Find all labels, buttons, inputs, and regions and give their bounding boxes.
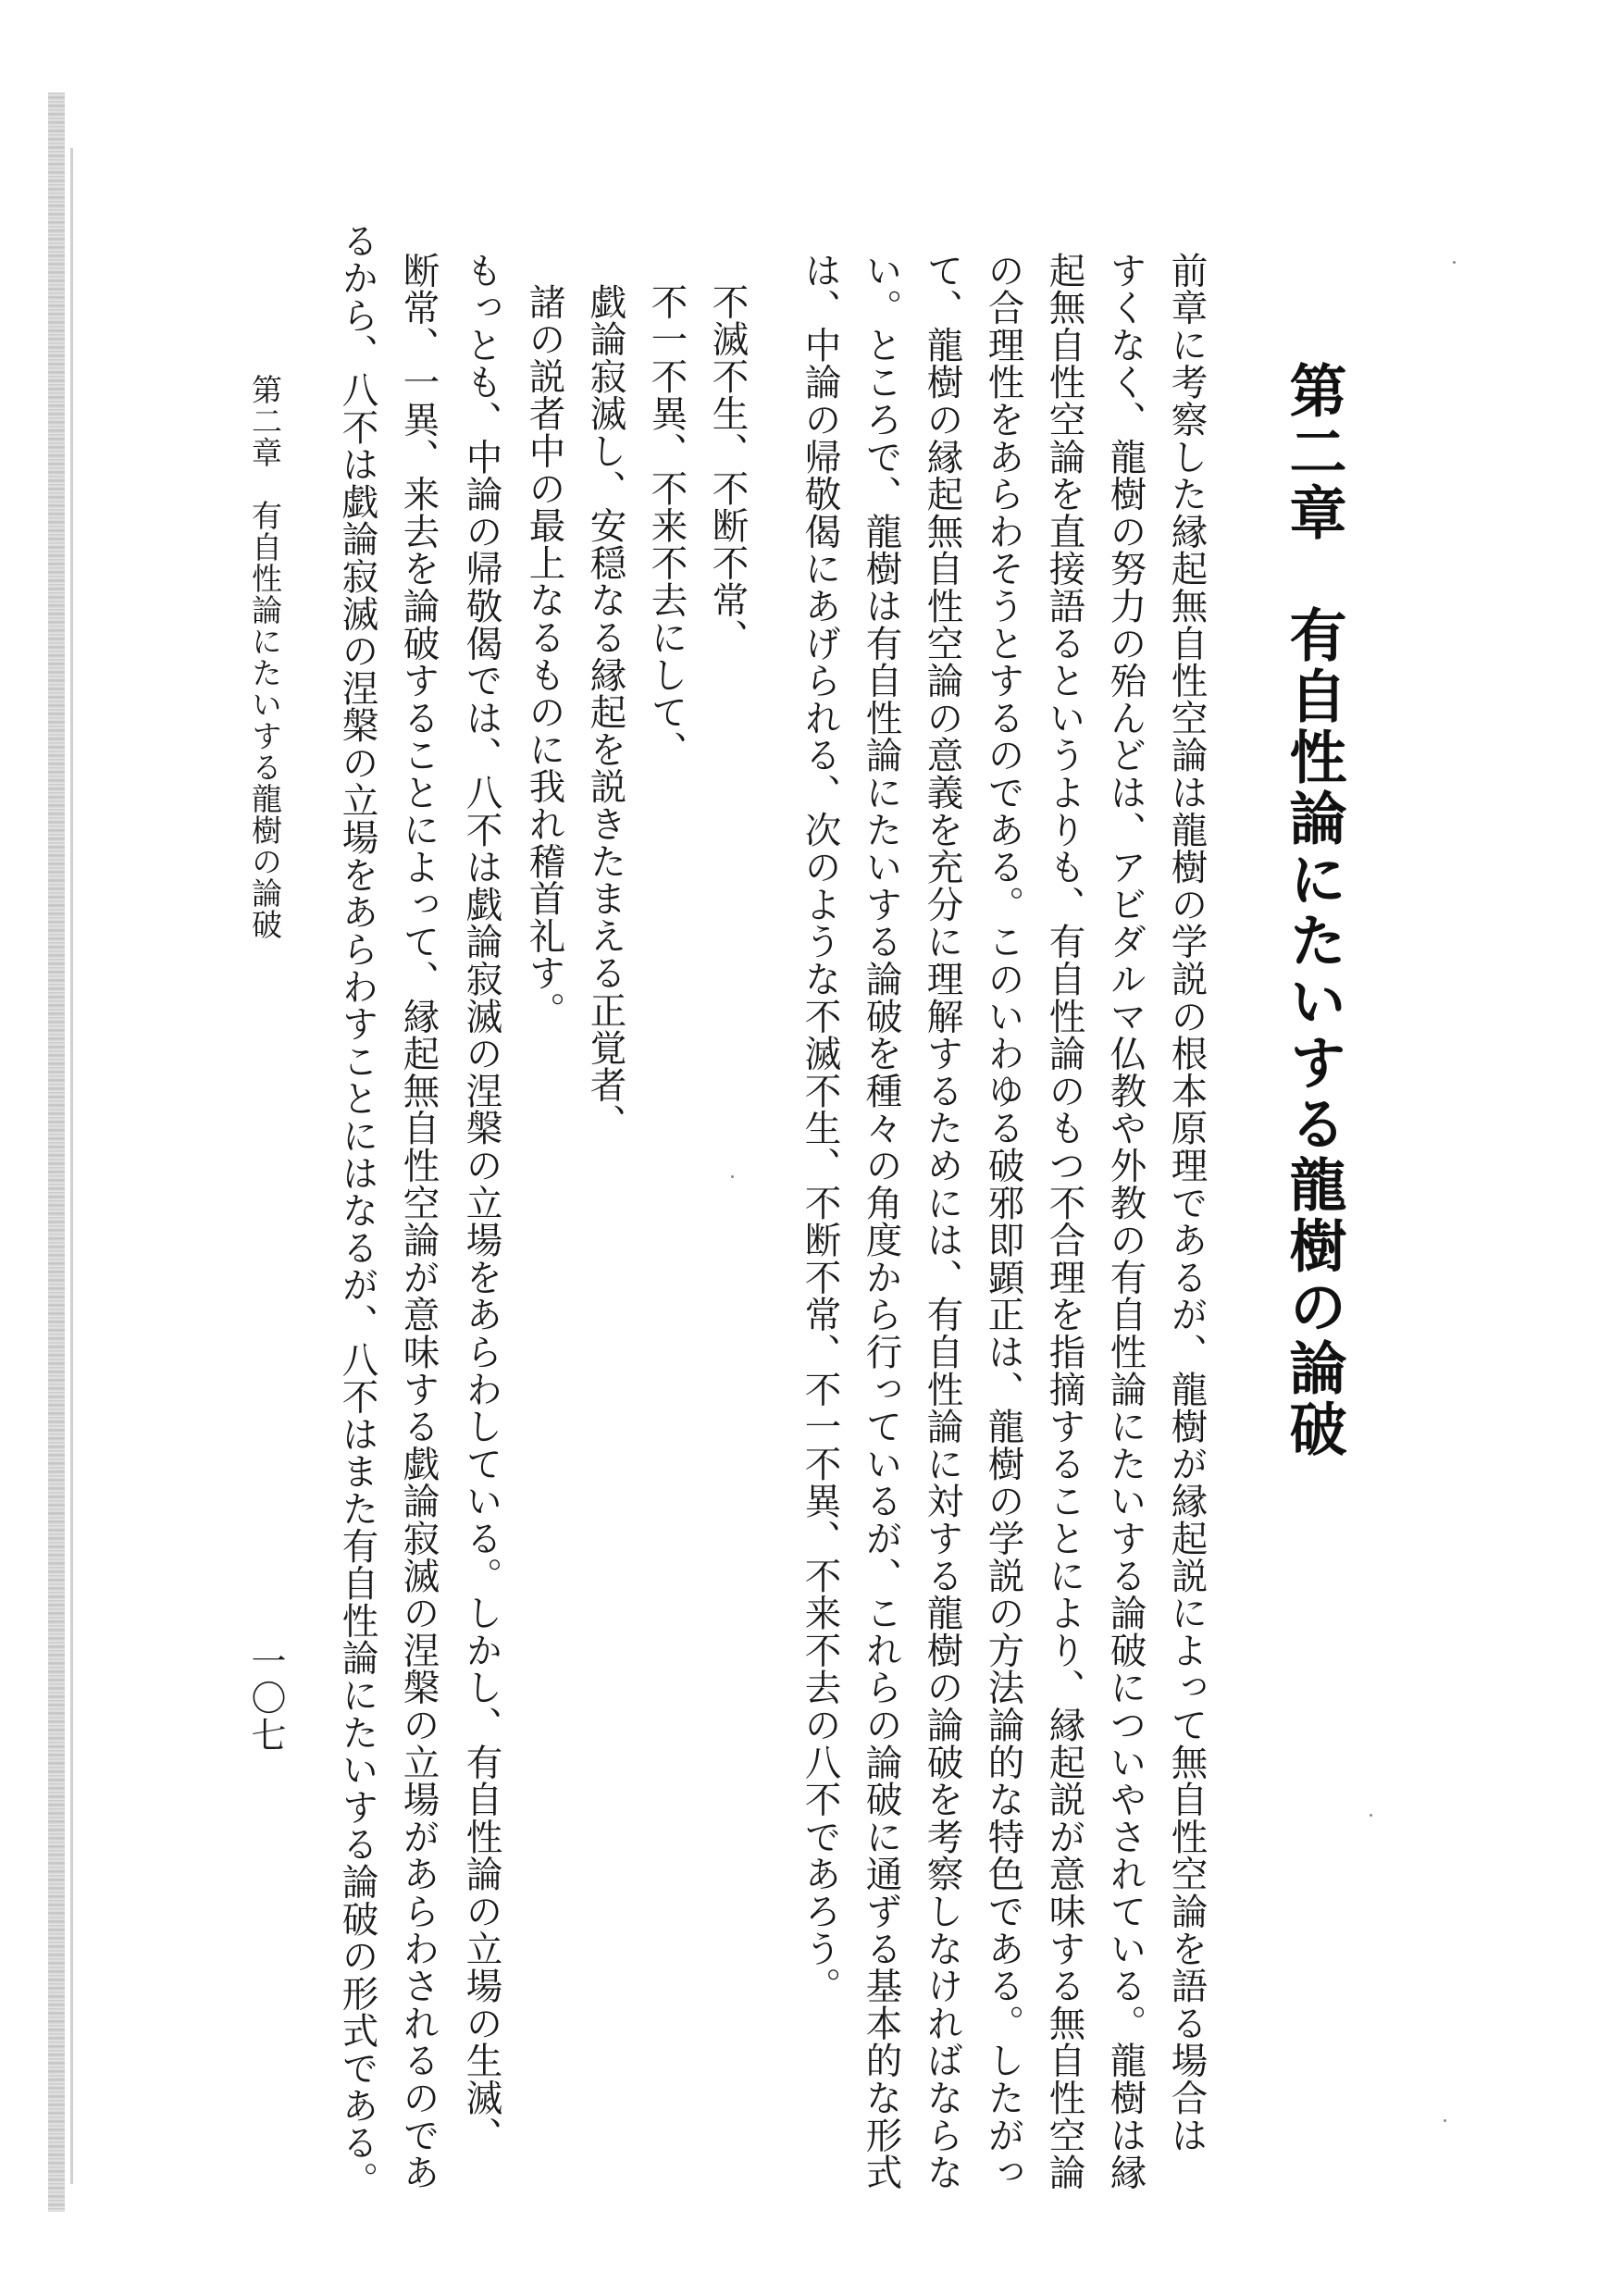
verse-line-2: 不一不異、不来不去にして、 [645, 283, 688, 768]
text-line-10: るから、八不は戯論寂滅の涅槃の立場をあらわすことにはなるが、八不はまた有自性論にたいする論破の形式である。 [336, 222, 379, 2199]
verse-line-4: 諸の説者中の最上なるものに我れ稽首礼す。 [523, 283, 566, 1029]
chapter-heading: 第二章 有自性論にたいする龍樹の論破 [1280, 361, 1347, 1460]
binding-edge [48, 93, 65, 2212]
verse-line-1: 不滅不生、不断不常、 [706, 283, 750, 656]
scan-speck [1444, 2119, 1446, 2122]
page-number: 一〇七 [245, 1643, 286, 1754]
text-line-2: すくなく、龍樹の努力の殆んどは、アビダルマ仏教や外教の有自性論にたいする論破についやされている。龍樹は縁 [1104, 252, 1147, 2191]
text-line-5: て、龍樹の縁起無自性空論の意義を充分に理解するためには、有自性論に対する龍樹の論破を考察しなければならな [921, 252, 964, 2191]
text-line-6: い。ところで、龍樹は有自性論にたいする論破を種々の角度から行っているが、これらの論破に通ずる基本的な形式 [860, 252, 903, 2191]
text-line-7: は、中論の帰敬偈にあげられる、次のような不滅不生、不断不常、不一不異、不来不去の八不であろう。 [799, 252, 842, 2005]
text-line-3: 起無自性空論を直接語るというよりも、有自性論のもつ不合理を指摘することにより、縁起説が意味する無自性空論 [1043, 252, 1086, 2191]
text-line-8: もっとも、中論の帰敬偈では、八不は戯論寂滅の涅槃の立場をあらわしている。しかし、有自性論の立場の生滅、 [460, 252, 503, 2154]
text-line-9: 断常、一異、来去を論破することによって、縁起無自性空論が意味する戯論寂滅の涅槃の立場があらわされるのであ [397, 252, 440, 2191]
text-line-1: 前章に考察した縁起無自性空論は龍樹の学説の根本原理であるが、龍樹が縁起説によって無自性空論を語る場合は [1165, 252, 1209, 2154]
text-line-4: の合理性をあらわそうとするのである。このいわゆる破邪即顕正は、龍樹の学説の方法論的な特色である。したがっ [982, 252, 1025, 2191]
scan-speck [1370, 1814, 1372, 1817]
verse-line-3: 戯論寂滅し、安穏なる縁起を説きたまえる正覚者、 [584, 283, 627, 1141]
scan-speck [1453, 261, 1456, 264]
scan-speck [731, 1175, 734, 1178]
binding-shadow [70, 148, 73, 2184]
running-head: 第二章 有自性論にたいする龍樹の論破 [247, 374, 283, 940]
